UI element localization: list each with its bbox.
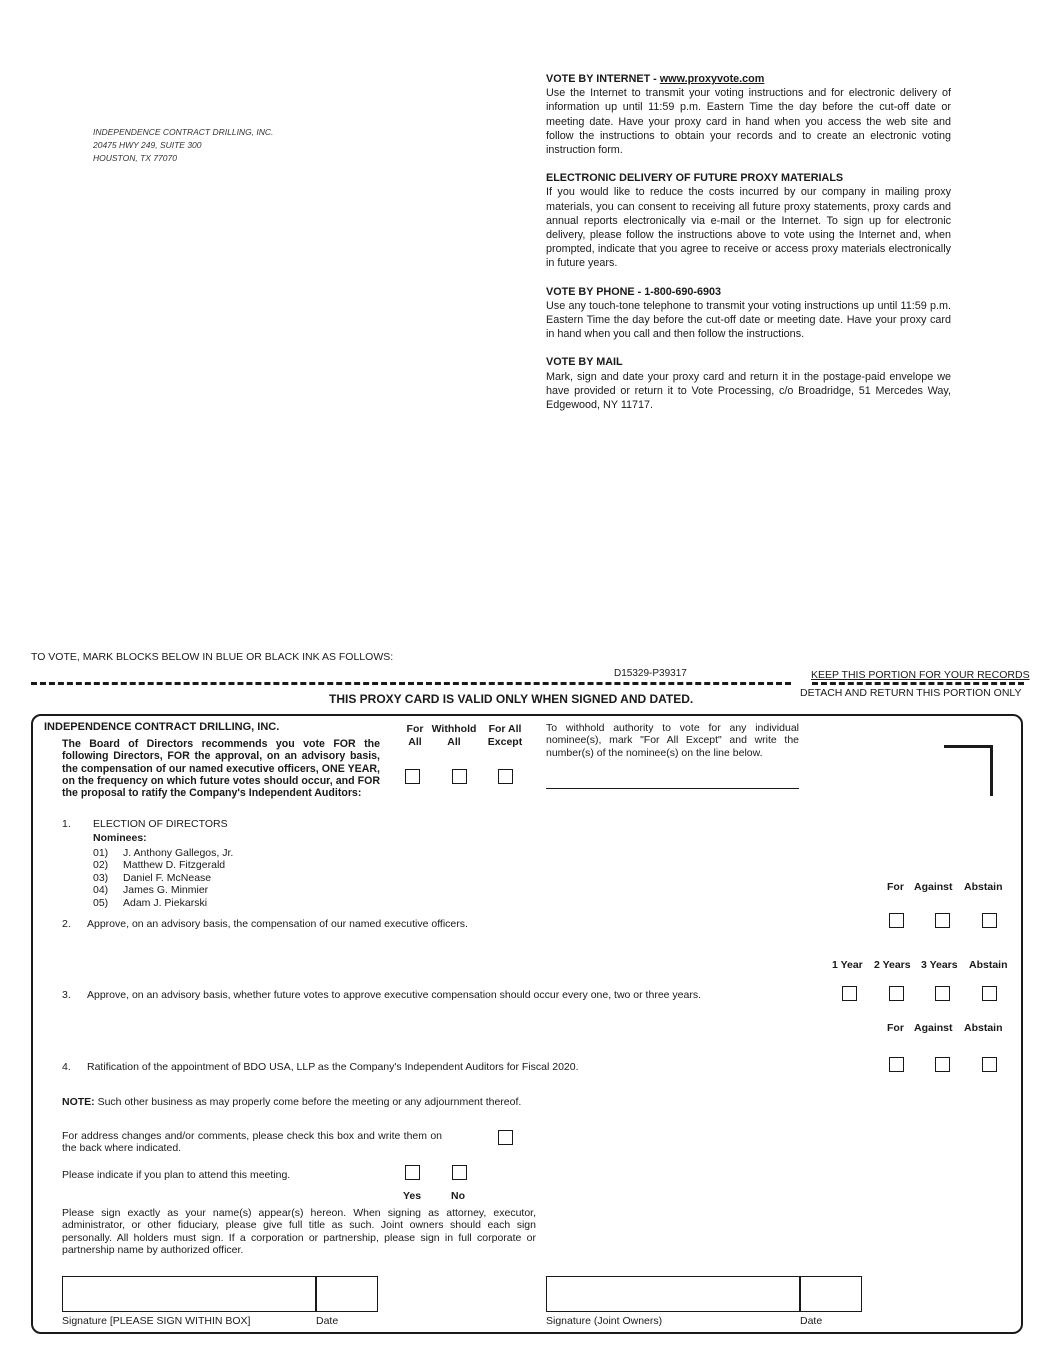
for-all-header-line1: For <box>406 723 424 735</box>
item4-text: Ratification of the appointment of BDO USA, LLP as the Company's Independent Auditors for Fiscal 2020. <box>87 1061 579 1073</box>
note-label: NOTE: <box>62 1096 95 1108</box>
address-change-text: For address changes and/or comments, please check this box and write them on the back where indicated. <box>62 1130 442 1155</box>
board-recommendation: The Board of Directors recommends you vote FOR the following Directors, FOR the approval, on an advisory basis, the compensation of our named executive officers, ONE YEAR, on the frequency on which future votes should occur, and FOR the proposal to ratify the Company's Independent Auditors: <box>62 738 380 800</box>
item4-against-header: Against <box>914 1022 953 1034</box>
withhold-header-line2: All <box>447 735 461 748</box>
nominees-label: Nominees: <box>93 832 147 844</box>
valid-notice: THIS PROXY CARD IS VALID ONLY WHEN SIGNED AND DATED. <box>329 692 694 706</box>
sender-address-line1: 20475 HWY 249, SUITE 300 <box>93 140 202 150</box>
for-all-header <box>401 723 429 748</box>
item3-3years-header: 3 Years <box>921 959 958 971</box>
detach-line <box>31 682 791 685</box>
item4-against-checkbox[interactable] <box>935 1057 950 1072</box>
corner-mark <box>944 745 993 796</box>
item2-for-header: For <box>887 881 904 893</box>
nominee-name: Adam J. Piekarski <box>123 896 208 909</box>
vote-by-phone-section <box>546 285 951 342</box>
attend-yes-label: Yes <box>403 1190 422 1202</box>
signature-box[interactable] <box>62 1276 317 1312</box>
nominee-name: J. Anthony Gallegos, Jr. <box>123 847 234 859</box>
nominee-item <box>93 872 233 884</box>
attend-no-checkbox[interactable] <box>452 1165 467 1180</box>
sender-address-line2: HOUSTON, TX 77070 <box>93 153 177 163</box>
joint-date-box[interactable] <box>799 1276 862 1312</box>
vote-by-phone-heading: VOTE BY PHONE - 1-800-690-6903 <box>546 285 722 298</box>
proxyvote-link[interactable]: www.proxyvote.com <box>659 73 765 85</box>
withhold-all-header <box>428 723 480 748</box>
nominee-name: James G. Minmier <box>123 884 209 897</box>
attend-yes-checkbox[interactable] <box>405 1165 420 1180</box>
item3-2years-header: 2 Years <box>874 959 911 971</box>
nominee-number: 05) <box>93 896 109 909</box>
joint-signature-box[interactable] <box>546 1276 801 1312</box>
keep-portion-label: KEEP THIS PORTION FOR YOUR RECORDS <box>811 669 1030 681</box>
nominee-name: Matthew D. Fitzgerald <box>123 859 226 872</box>
note-text: Such other business as may properly come before the meeting or any adjournment thereof. <box>94 1096 522 1108</box>
item2-text: Approve, on an advisory basis, the compensation of our named executive officers. <box>87 918 468 930</box>
control-code: D15329-P39317 <box>614 668 687 679</box>
item2-against-checkbox[interactable] <box>935 913 950 928</box>
item3-abstain-checkbox[interactable] <box>982 986 997 1001</box>
item3-abstain-header: Abstain <box>969 959 1008 971</box>
item3-3years-checkbox[interactable] <box>935 986 950 1001</box>
internet-heading-text: VOTE BY INTERNET - <box>546 73 660 85</box>
signature-label: Signature [PLEASE SIGN WITHIN BOX] <box>62 1315 251 1327</box>
attend-meeting-text: Please indicate if you plan to attend this meeting. <box>62 1169 291 1181</box>
to-vote-instructions: TO VOTE, MARK BLOCKS BELOW IN BLUE OR BLACK INK AS FOLLOWS: <box>31 651 394 663</box>
item2-against-header: Against <box>914 881 953 893</box>
voting-instructions <box>546 72 951 426</box>
joint-date-label: Date <box>800 1315 823 1327</box>
nominee-item <box>93 897 233 909</box>
joint-signature-label: Signature (Joint Owners) <box>546 1315 663 1327</box>
nominee-number: 03) <box>93 871 109 884</box>
item2-abstain-header: Abstain <box>964 881 1003 893</box>
electronic-delivery-text: If you would like to reduce the costs incurred by our company in mailing proxy materials, you can consent to receiving all future proxy statements, proxy cards and annual reports electronically via e-mail or the Internet. To sign up for electronic delivery, please follow the instructions above to vote using the Internet and, when prompted, indicate that you agree to receive or access proxy materials electronically in future years. <box>546 186 951 270</box>
nominee-item <box>93 859 233 871</box>
item2-for-checkbox[interactable] <box>889 913 904 928</box>
item2-abstain-checkbox[interactable] <box>982 913 997 928</box>
item3-text: Approve, on an advisory basis, whether future votes to approve executive compensation should occur every one, two or three years. <box>87 989 702 1001</box>
for-all-except-header <box>483 723 527 748</box>
item1-title: ELECTION OF DIRECTORS <box>93 818 228 830</box>
sender-name: INDEPENDENCE CONTRACT DRILLING, INC. <box>93 127 274 137</box>
item3-1year-checkbox[interactable] <box>842 986 857 1001</box>
item4-number: 4. <box>62 1061 71 1073</box>
vote-by-internet-text: Use the Internet to transmit your voting instructions and for electronic delivery of information up until 11:59 p.m. Eastern Time the day before the cut-off date or meeting date. Have your proxy card in hand when you access the web site and follow the instructions to obtain your records and to create an electronic voting instruction form. <box>546 87 951 157</box>
item4-abstain-checkbox[interactable] <box>982 1057 997 1072</box>
date-label: Date <box>316 1315 339 1327</box>
nominee-name: Daniel F. McNease <box>123 871 212 884</box>
item4-for-checkbox[interactable] <box>889 1057 904 1072</box>
for-all-header-line2: All <box>408 735 422 748</box>
electronic-delivery-heading: ELECTRONIC DELIVERY OF FUTURE PROXY MATERIALS <box>546 172 844 185</box>
for-all-except-checkbox[interactable] <box>498 769 513 784</box>
note <box>62 1096 521 1108</box>
vote-by-mail-section <box>546 355 951 412</box>
vote-by-internet-section <box>546 72 951 157</box>
item3-number: 3. <box>62 989 71 1001</box>
withhold-all-checkbox[interactable] <box>452 769 467 784</box>
detach-portion-label: DETACH AND RETURN THIS PORTION ONLY <box>800 687 1022 699</box>
item1-number: 1. <box>62 818 71 830</box>
nominee-number-write-line[interactable] <box>546 788 799 789</box>
nominee-item <box>93 847 233 859</box>
vote-by-phone-text: Use any touch-tone telephone to transmit your voting instructions up until 11:59 p.m. Eastern Time the day before the cut-off date or meeting date. Have your proxy card in hand when you call and then follow the instructions. <box>546 299 951 341</box>
item4-for-header: For <box>887 1022 904 1034</box>
card-company-name: INDEPENDENCE CONTRACT DRILLING, INC. <box>44 721 280 733</box>
nominee-item <box>93 884 233 896</box>
item3-1year-header: 1 Year <box>832 959 863 971</box>
vote-by-mail-text: Mark, sign and date your proxy card and return it in the postage-paid envelope we have provided or return it to Vote Processing, c/o Broadridge, 51 Mercedes Way, Edgewood, NY 11717. <box>546 370 951 412</box>
nominee-number: 02) <box>93 859 109 872</box>
sender-address <box>93 126 273 165</box>
electronic-delivery-section <box>546 171 951 270</box>
item3-2years-checkbox[interactable] <box>889 986 904 1001</box>
detach-line-right <box>812 682 1024 685</box>
nominee-number: 01) <box>93 847 109 859</box>
item4-abstain-header: Abstain <box>964 1022 1003 1034</box>
sign-instructions: Please sign exactly as your name(s) appear(s) hereon. When signing as attorney, executor, administrator, or other fiduciary, please give full title as such. Joint owners should each sign personally. All holders must sign. If a corporation or partnership, please sign in full corporate or partnership name by authorized officer. <box>62 1207 536 1257</box>
attend-no-label: No <box>451 1190 465 1202</box>
except-header-line2: Except <box>487 735 523 748</box>
nominee-number: 04) <box>93 884 109 897</box>
withhold-instructions: To withhold authority to vote for any individual nominee(s), mark "For All Except" and write the number(s) of the nominee(s) on the line below. <box>546 722 799 759</box>
date-box[interactable] <box>315 1276 378 1312</box>
nominee-list <box>93 847 233 909</box>
address-change-checkbox[interactable] <box>498 1130 513 1145</box>
vote-by-internet-heading <box>546 72 951 86</box>
for-all-checkbox[interactable] <box>405 769 420 784</box>
item2-number: 2. <box>62 918 71 930</box>
withhold-header-line1: Withhold <box>431 723 477 735</box>
vote-by-mail-heading: VOTE BY MAIL <box>546 356 623 369</box>
except-header-line1: For All <box>488 723 522 735</box>
